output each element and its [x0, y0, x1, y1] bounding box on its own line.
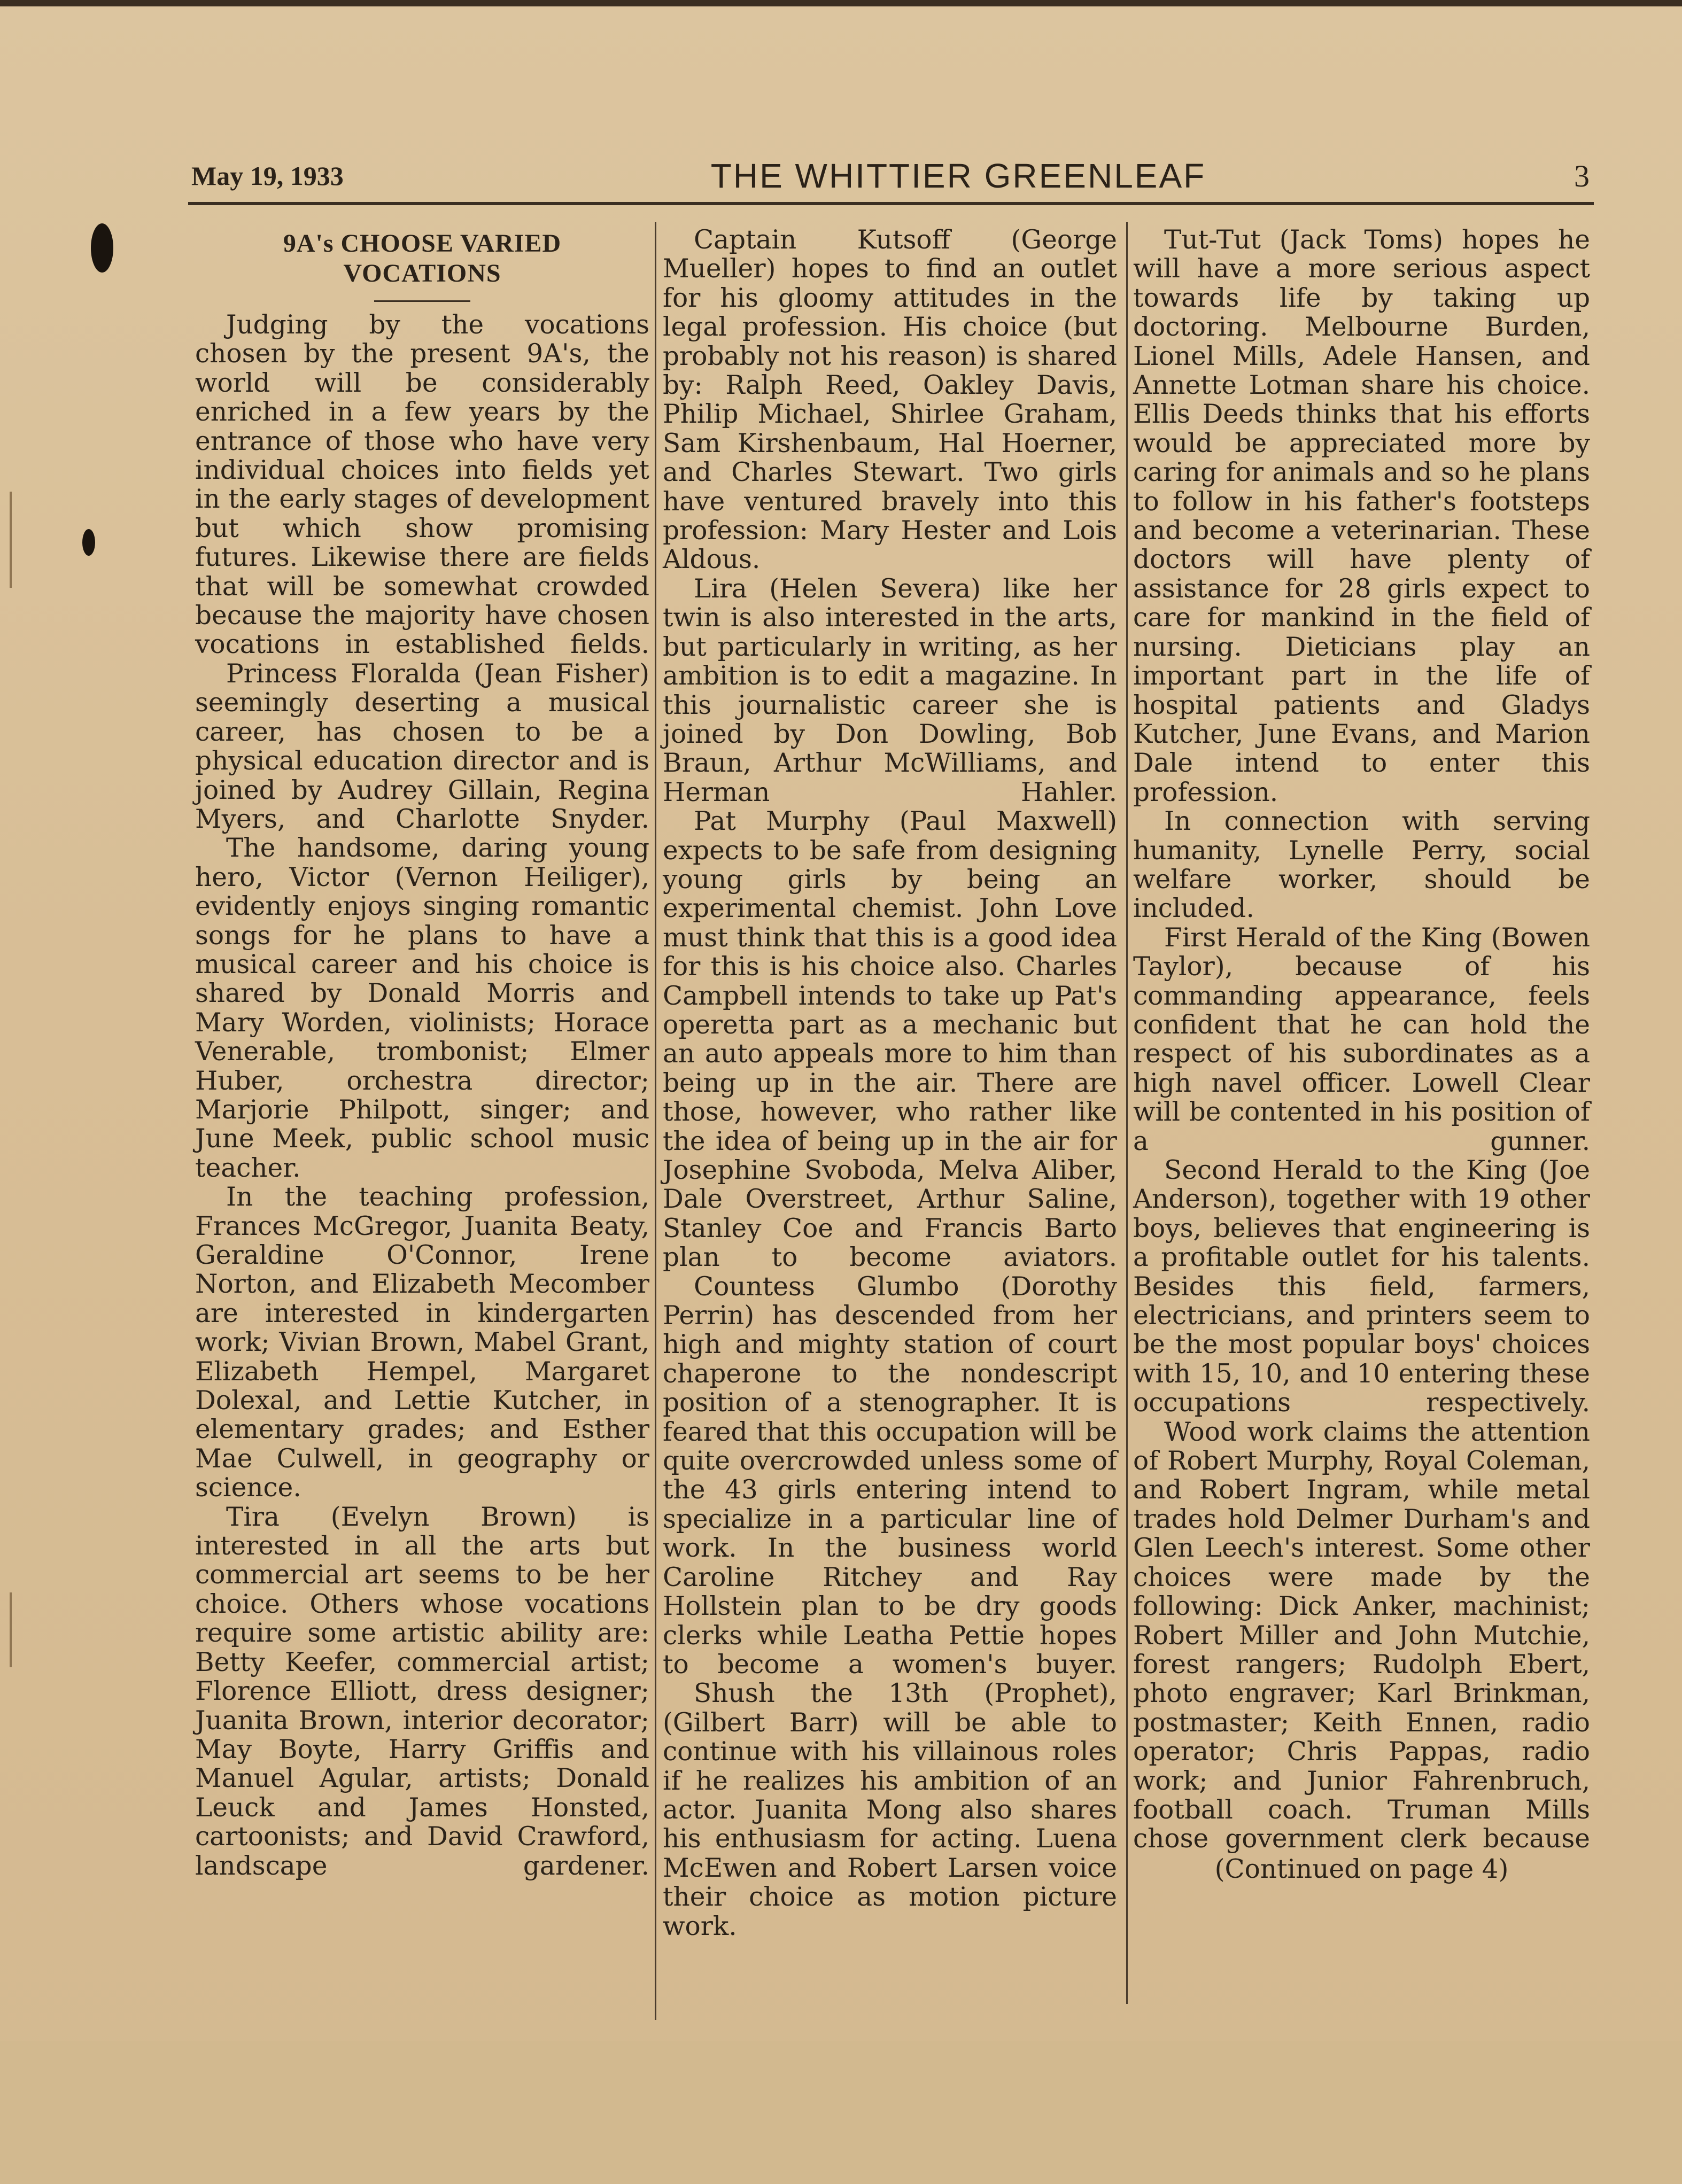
page-number: 3 — [1574, 159, 1590, 193]
binding-edge-mark — [10, 492, 12, 588]
headline-rule — [374, 300, 470, 302]
article-paragraph: Captain Kutsoff (George Mueller) hopes to find an outlet for his gloomy attitudes in the legal profession. His choice (but probably not his reason) is shared by: Ralph Reed, Oakley Davis, Philip Michael, Shirlee Graham, Sam Kirshenbaum, Hal Hoerner, and Charles Stewart. Two girls have ventured bravely into this profession: Mary Hester and Lois Aldous. — [663, 225, 1117, 575]
binding-edge-mark — [10, 1592, 12, 1667]
article-paragraph: Tut-Tut (Jack Toms) hopes he will have a more serious aspect towards life by taking up doctoring. Melbourne Burden, Lionel Mills, Adele Hansen, and Annette Lotman share his choice. Ellis Deeds thinks that his efforts would be appreciated more by caring for animals and so he plans to follow in his father's footsteps and become a veterinarian. These doctors will have plenty of assistance for 28 girls expect to care for mankind in the field of nursing. Dieticians play an important part in the life of hospital patients and Gladys Kutcher, June Evans, and Marion Dale intend to enter this profession. — [1133, 225, 1590, 807]
continued-notice: (Continued on page 4) — [1214, 1854, 1509, 1884]
page-bottom-margin — [0, 2041, 1682, 2184]
issue-date: May 19, 1933 — [191, 161, 344, 191]
article-paragraph: Tira (Evelyn Brown) is interested in all the arts but commercial art seems to be her choice. Others whose vocations require some artistic ability are: Betty Keefer, commercial artist; Florence Elliott, dress designer; Juanita Brown, interior decorator; May Boyte, Harry Griffis and Manuel Agular, artists; Donald Leuck and James Honsted, cartoonists; and David Crawford, landscape gardener. — [195, 1502, 649, 1881]
newspaper-title: THE WHITTIER GREENLEAF — [710, 157, 1206, 195]
article-paragraph: Second Herald to the King (Joe Anderson), together with 19 other boys, believes that engineering is a profitable outlet for his talents. Besides this field, farmers, electricians, and printers seem to be the most popular boys' choices with 15, 10, and 10 entering these occupations respectively. — [1133, 1155, 1590, 1418]
article-paragraph: Countess Glumbo (Dorothy Perrin) has descended from her high and mighty station of court chaperone to the nondescript position of a stenographer. It is feared that this occupation will be quite overcrowded unless some of the 43 girls entering intend to specialize in a particular line of work. In the business world Caroline Ritchey and Ray Hollstein plan to be dry goods clerks while Leatha Pettie hopes to become a women's buyer. — [663, 1271, 1117, 1680]
column-divider — [1126, 222, 1128, 2004]
article-paragraph: Lira (Helen Severa) like her twin is also interested in the arts, but particularly in writing, as her ambition is to edit a magazine. In this journalistic career she is joined by Don Dowling, Bob Braun, Arthur McWilliams, and Herman Hahler. — [663, 573, 1117, 807]
article-paragraph: Wood work claims the attention of Robert Murphy, Royal Coleman, and Robert Ingram, while metal trades hold Delmer Durham's and Glen Leech's interest. Some other choices were made by the following: Dick Anker, machinist; Robert Miller and John Mutchie, forest rangers; Rudolph Ebert, photo engraver; Karl Brinkman, postmaster; Keith Ennen, radio operator; Chris Pappas, radio work; and Junior Fahrenbruch, football coach. Truman Mills chose government clerk because — [1133, 1417, 1590, 1854]
article-paragraph: In the teaching profession, Frances McGregor, Juanita Beaty, Geraldine O'Connor, Irene Norton, and Elizabeth Mecomber are interested in kindergarten work; Vivian Brown, Mabel Grant, Elizabeth Hempel, Margaret Dolexal, and Lettie Kutcher, in elementary grades; and Esther Mae Culwell, in geography or science. — [195, 1182, 649, 1503]
article-column-3 — [1133, 226, 1590, 1884]
binding-hole — [91, 223, 113, 273]
article-paragraph: First Herald of the King (Bowen Taylor), because of his commanding appearance, feels confident that he can hold the respect of his subordinates as a high navel officer. Lowell Clear will be contented in his position of a gunner. — [1133, 922, 1590, 1156]
article-paragraph: In connection with serving humanity, Lynelle Perry, social welfare worker, should be included. — [1133, 806, 1590, 924]
header-rule — [188, 202, 1594, 205]
article-headline: 9A's CHOOSE VARIED VOCATIONS — [283, 229, 562, 287]
article-paragraph: Judging by the vocations chosen by the present 9A's, the world will be considerably enriched in a few years by the entrance of those who have very individual choices into fields yet in the early stages of development but which show promising futures. Likewise there are fields that will be somewhat crowded because the majority have chosen vocations in established fields. — [195, 310, 649, 660]
column-divider — [655, 222, 656, 2020]
binding-hole — [82, 529, 95, 556]
article-paragraph: The handsome, daring young hero, Victor (Vernon Heiliger), evidently enjoys singing romantic songs for he plans to have a musical career and his choice is shared by Donald Morris and Mary Worden, violinists; Horace Venerable, trombonist; Elmer Huber, orchestra director; Marjorie Philpott, singer; and June Meek, public school music teacher. — [195, 833, 649, 1183]
article-paragraph: Princess Floralda (Jean Fisher) seemingly deserting a musical career, has chosen to be a physical education director and is joined by Audrey Gillain, Regina Myers, and Charlotte Snyder. — [195, 658, 649, 834]
article-column-2 — [663, 226, 1117, 1941]
article-column-1 — [195, 226, 649, 1880]
article-paragraph: Pat Murphy (Paul Maxwell) expects to be safe from designing young girls by being an experimental chemist. John Love must think that this is a good idea for this is his choice also. Charles Campbell intends to take up Pat's operetta part as a mechanic but an auto appeals more to him than being up in the air. There are those, however, who rather like the idea of being up in the air for Josephine Svoboda, Melva Aliber, Dale Overstreet, Arthur Saline, Stanley Coe and Francis Barto plan to become aviators. — [663, 806, 1117, 1273]
page-top-edge — [0, 0, 1682, 6]
page-header — [191, 157, 1590, 199]
article-paragraph: Shush the 13th (Prophet), (Gilbert Barr) will be able to continue with his villainous roles if he realizes his ambition of an actor. Juanita Mong also shares his enthusiasm for acting. Luena McEwen and Robert Larsen voice their choice as motion picture work. — [663, 1678, 1117, 1941]
